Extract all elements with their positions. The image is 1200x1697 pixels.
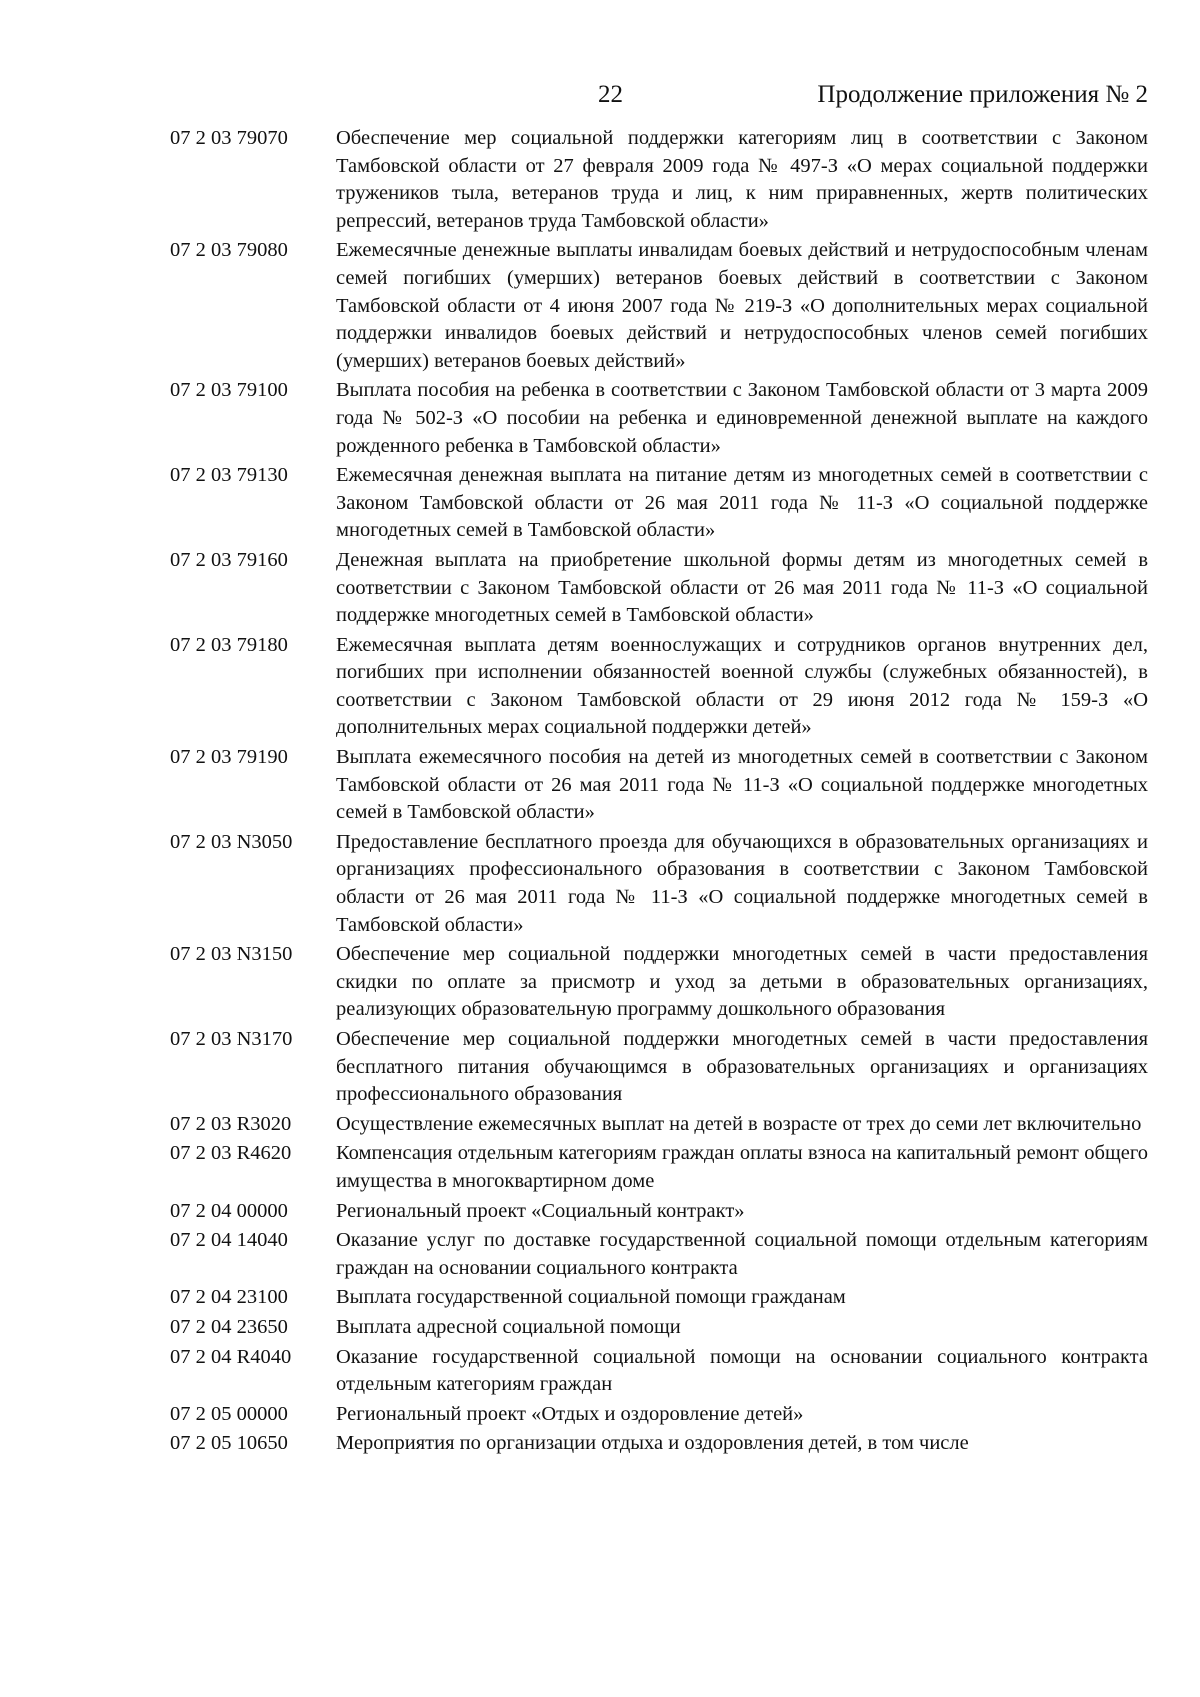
entry-description: Региональный проект «Социальный контракт» [336,1199,745,1222]
entry-description: Оказание услуг по доставке государственной социальной помощи отдельным категориям граждан на основании социального контракта [336,1229,1148,1279]
list-item [170,829,1148,939]
list-item [170,1198,1148,1226]
list-item [170,744,1148,827]
list-item [170,1344,1148,1399]
entry-code: 07 2 03 R3020 [170,1112,292,1135]
entry-description: Выплата государственной социальной помощи гражданам [336,1286,846,1309]
entry-description: Ежемесячная выплата детям военнослужащих и сотрудников органов внутренних дел, погибших при исполнении обязанностей военной службы (служебных обязанностей), в соответствии с Законом Тамбовской области от 29 июня 2012 года № 159-З «О дополнительных мерах социальной поддержки детей» [336,633,1148,739]
entry-description: Оказание государственной социальной помощи на основании социального контракта отдельным категориям граждан [336,1345,1148,1396]
entry-code: 07 2 03 79130 [170,464,288,487]
entry-description: Осуществление ежемесячных выплат на детей в возрасте от трех до семи лет включительно [336,1112,1142,1135]
entry-code: 07 2 03 N3150 [170,943,293,966]
entry-description: Денежная выплата на приобретение школьной формы детям из многодетных семей в соответствии с Законом Тамбовской области от 26 мая 2011 года № 11-З «О социальной поддержке многодетных семей в Тамбовской области» [336,548,1148,627]
list-item [170,237,1148,375]
entry-description: Выплата пособия на ребенка в соответствии с Законом Тамбовской области от 3 марта 2009 года № 502-З «О пособии на ребенка и единовременной денежной выплате на каждого рожденного ребенка в Тамбовской области» [336,379,1148,457]
entry-description: Обеспечение мер социальной поддержки многодетных семей в части предоставления скидки по оплате за присмотр и уход за детьми в образовательных организациях, реализующих образовательную программу дошкольного образования [336,943,1148,1021]
entry-code: 07 2 03 79160 [170,548,288,571]
entry-code: 07 2 05 10650 [170,1432,288,1455]
list-item [170,941,1148,1024]
entry-code: 07 2 03 R4620 [170,1142,292,1165]
list-item [170,1026,1148,1109]
entry-code: 07 2 03 N3050 [170,830,293,853]
entry-description: Мероприятия по организации отдыха и оздоровления детей, в том числе [336,1432,969,1455]
list-item [170,377,1148,460]
list-item [170,1430,1148,1458]
entry-code: 07 2 04 R4040 [170,1345,292,1368]
page-number: 22 [598,81,623,108]
list-item [170,1401,1148,1429]
entry-code: 07 2 04 23650 [170,1315,288,1338]
list-item [170,462,1148,545]
entry-description: Предоставление бесплатного проезда для обучающихся в образовательных организациях и организациях профессионального образования в соответствии с Законом Тамбовской области от 26 мая 2011 года № 11-З «О социальной поддержке многодетных семей в Тамбовской области» [336,830,1148,936]
entry-description: Обеспечение мер социальной поддержки категориям лиц в соответствии с Законом Тамбовской области от 27 февраля 2009 года № 497-З «О мерах социальной поддержки тружеников тыла, ветеранов труда и лиц, к ним приравненных, жертв политических репрессий, ветеранов труда Тамбовской области» [336,127,1148,232]
entry-description: Обеспечение мер социальной поддержки многодетных семей в части предоставления бесплатного питания обучающимся в образовательных организациях и организациях профессионального образования [336,1028,1148,1106]
list-item [170,547,1148,630]
appendix-title: Продолжение приложения № 2 [817,81,1148,108]
entry-description: Ежемесячная денежная выплата на питание детям из многодетных семей в соответствии с Законом Тамбовской области от 26 мая 2011 года № 11-З «О социальной поддержке многодетных семей в Тамбовской области» [336,464,1148,542]
list-item [170,1227,1148,1282]
entry-code: 07 2 03 79190 [170,746,288,769]
entry-code: 07 2 03 79180 [170,633,288,656]
entry-description: Ежемесячные денежные выплаты инвалидам боевых действий и нетрудоспособным членам семей погибших (умерших) ветеранов боевых действий в соответствии с Законом Тамбовской области от 4 июня 2007 года № 219-З «О дополнительных мерах социальной поддержки инвалидов боевых действий и нетрудоспособных членов семей погибших (умерших) ветеранов боевых действий» [336,239,1148,372]
entry-description: Выплата адресной социальной помощи [336,1315,681,1338]
entry-code: 07 2 03 79080 [170,239,288,262]
list-item [170,1111,1148,1139]
entry-code: 07 2 04 14040 [170,1229,288,1252]
entry-code: 07 2 04 23100 [170,1286,288,1309]
entry-code: 07 2 05 00000 [170,1402,288,1425]
list-item [170,1284,1148,1312]
entry-description: Региональный проект «Отдых и оздоровление детей» [336,1402,804,1425]
list-item [170,632,1148,742]
budget-code-list [170,125,1148,1460]
entry-code: 07 2 04 00000 [170,1199,288,1222]
list-item [170,1314,1148,1342]
entry-code: 07 2 03 79070 [170,127,288,149]
list-item [170,1140,1148,1195]
list-item [170,125,1148,235]
entry-code: 07 2 03 79100 [170,379,288,402]
entry-description: Компенсация отдельным категориям граждан оплаты взноса на капитальный ремонт общего имущества в многоквартирном доме [336,1142,1148,1192]
entry-code: 07 2 03 N3170 [170,1028,293,1050]
entry-description: Выплата ежемесячного пособия на детей из многодетных семей в соответствии с Законом Тамбовской области от 26 мая 2011 года № 11-З «О социальной поддержке многодетных семей в Тамбовской области» [336,746,1148,824]
